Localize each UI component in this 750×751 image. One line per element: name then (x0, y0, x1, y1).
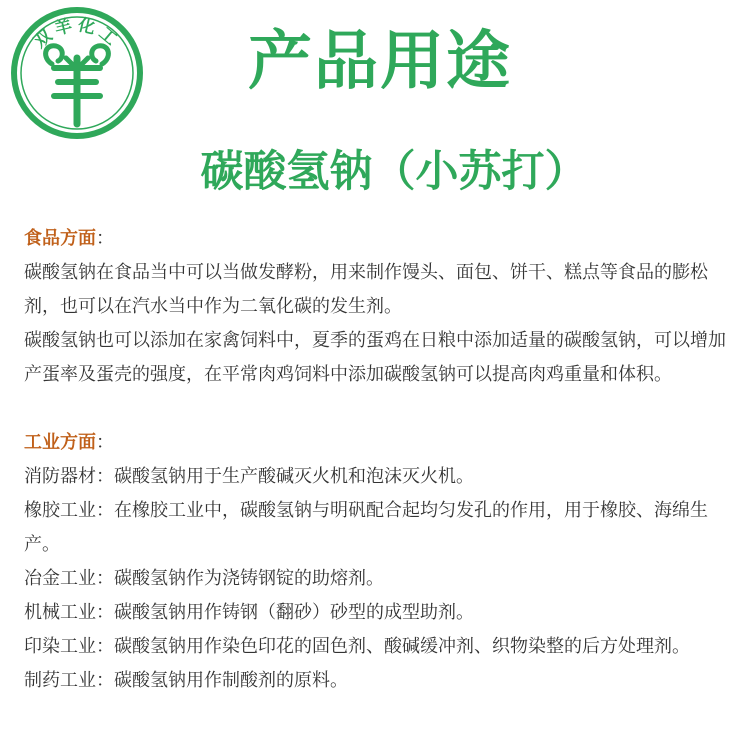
food-paragraph-2: 碳酸氢钠也可以添加在家禽饲料中，夏季的蛋鸡在日粮中添加适量的碳酸氢钠，可以增加产蛋率及蛋壳的强度，在平常肉鸡饲料中添加碳酸氢钠可以提高肉鸡重量和体积。 (24, 330, 726, 385)
industry-item-dyeing: 印染工业：碳酸氢钠用作染色印花的固色剂、酸碱缓冲剂、织物染整的后方处理剂。 (24, 636, 690, 657)
content-body (24, 222, 732, 698)
page-title: 产品用途 (248, 25, 512, 99)
food-heading-line (24, 222, 732, 256)
industry-heading-line (24, 426, 732, 460)
industry-item-pharma: 制药工业：碳酸氢钠用作制酸剂的原料。 (24, 670, 348, 691)
food-heading-colon: ： (96, 228, 114, 249)
industry-heading-colon: ： (96, 432, 114, 453)
food-paragraph-1: 碳酸氢钠在食品当中可以当做发酵粉，用来制作馒头、面包、饼干、糕点等食品的膨松剂，也可以在汽水当中作为二氧化碳的发生剂。 (24, 262, 708, 317)
product-subtitle: 碳酸氢钠（小苏打） (200, 147, 588, 197)
industry-item-machinery: 机械工业：碳酸氢钠用作铸钢（翻砂）砂型的成型助剂。 (24, 602, 474, 623)
svg-text:双羊化工: 双羊化工 (30, 15, 124, 53)
section-spacer (24, 392, 732, 426)
industry-item-fire-equipment: 消防器材：碳酸氢钠用于生产酸碱灭火机和泡沫灭火机。 (24, 466, 474, 487)
industry-item-rubber: 橡胶工业：在橡胶工业中，碳酸氢钠与明矾配合起均匀发孔的作用，用于橡胶、海绵生产。 (24, 500, 708, 555)
industry-section-heading: 工业方面 (24, 432, 96, 453)
food-section-heading: 食品方面 (24, 228, 96, 249)
industry-item-metallurgy: 冶金工业：碳酸氢钠作为浇铸钢锭的助熔剂。 (24, 568, 384, 589)
